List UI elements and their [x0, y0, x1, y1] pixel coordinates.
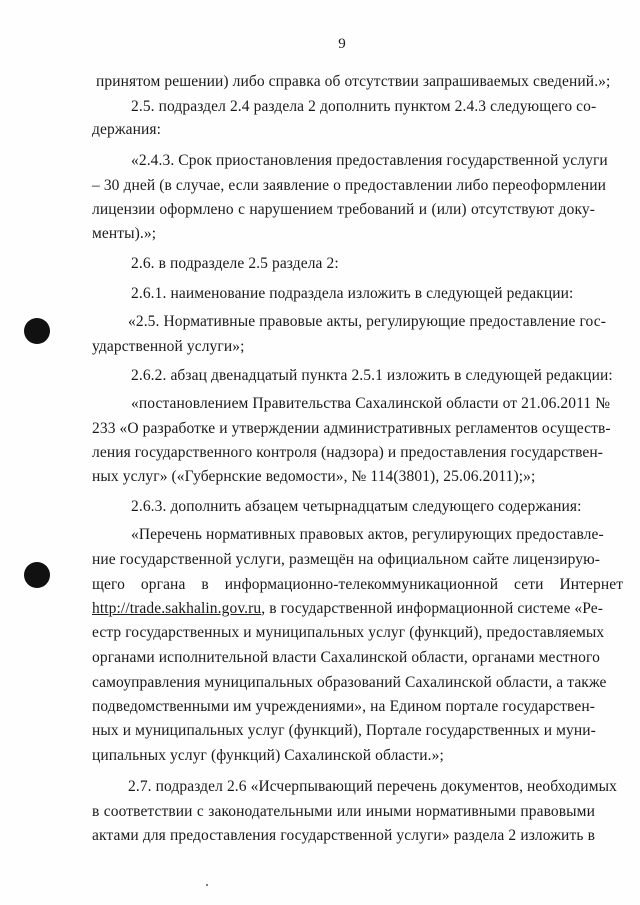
- text-line: 2.5. подраздел 2.4 раздела 2 дополнить пунктом 2.4.3 следующего со-: [131, 98, 597, 115]
- text-line: «постановлением Правительства Сахалинской области от 21.06.2011 №: [131, 395, 611, 412]
- website-link[interactable]: http://trade.sakhalin.gov.ru: [92, 600, 262, 617]
- text-line: 2.6.1. наименование подраздела изложить в следующей редакции:: [131, 285, 574, 302]
- text-line: «Перечень нормативных правовых актов, регулирующих предоставле-: [131, 526, 604, 543]
- scan-speck: [206, 884, 208, 886]
- text-line: 2.6.3. дополнить абзацем четырнадцатым следующего содержания:: [131, 498, 582, 515]
- text-line: ных и муниципальных услуг (функций), Портале государственных и муни-: [92, 722, 596, 739]
- text-line: 2.6. в подразделе 2.5 раздела 2:: [131, 255, 339, 272]
- text-line: 233 «О разработке и утверждении административных регламентов осуществ-: [92, 420, 611, 437]
- text-line: – 30 дней (в случае, если заявление о предоставлении либо переоформлении: [92, 177, 606, 194]
- text-line: ных услуг» («Губернские ведомости», № 114(3801), 25.06.2011);»;: [92, 468, 536, 485]
- text-line: актами для предоставления государственной услуги» раздела 2 изложить в: [92, 827, 595, 844]
- text-line: «2.5. Нормативные правовые акты, регулирующие предоставление гос-: [128, 313, 607, 330]
- text-line: естр государственных и муниципальных услуг (функций), предоставляемых: [92, 624, 605, 641]
- text-line: в соответствии с законодательными или иными нормативными правовыми: [92, 803, 595, 820]
- text-fragment: , в государственной информационной системе «Ре-: [261, 600, 604, 617]
- text-line: лицензии оформлено с нарушением требований и (или) отсутствуют доку-: [92, 201, 595, 218]
- text-line: менты).»;: [92, 225, 157, 242]
- text-line: ципальных услуг (функций) Сахалинской области.»;: [92, 747, 444, 764]
- punch-hole-bottom: [24, 562, 50, 588]
- text-line: ления государственного контроля (надзора) и предоставления государствен-: [92, 444, 604, 461]
- page-number: 9: [338, 36, 346, 52]
- text-line: 2.6.2. абзац двенадцатый пункта 2.5.1 изложить в следующей редакции:: [131, 367, 613, 384]
- text-line: органами исполнительной власти Сахалинской области, органами местного: [92, 649, 600, 666]
- text-line: принятом решении) либо справка об отсутствии запрашиваемых сведений.»;: [96, 73, 611, 90]
- text-line: 2.7. подраздел 2.6 «Исчерпывающий перечень документов, необходимых: [128, 778, 617, 795]
- text-line: щего органа в информационно-телекоммуникационной сети Интернет: [92, 576, 624, 593]
- text-line: самоуправления муниципальных образований Сахалинской области, а также: [92, 674, 607, 691]
- text-line: держания:: [92, 121, 162, 138]
- text-line: ние государственной услуги, размещён на официальном сайте лицензирую-: [92, 551, 601, 568]
- text-line: ударственной услуги»;: [92, 338, 245, 355]
- text-line: «2.4.3. Срок приостановления предоставления государственной услуги: [131, 152, 608, 169]
- punch-hole-top: [24, 318, 50, 344]
- text-line: подведомственными им учреждениями», на Едином портале государствен-: [92, 698, 595, 715]
- text-line-with-link: [92, 599, 604, 619]
